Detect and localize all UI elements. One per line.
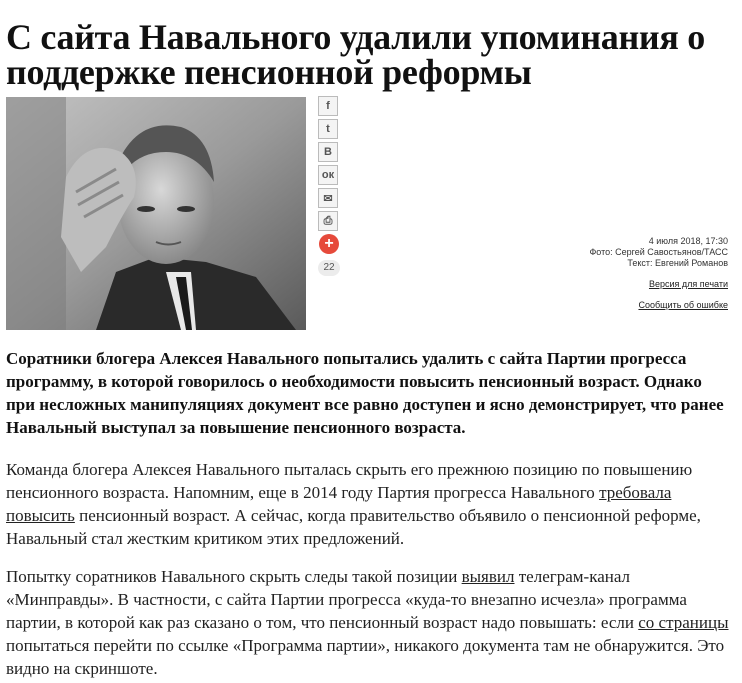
facebook-icon: f: [326, 100, 330, 112]
odnoklassniki-icon: ок: [321, 169, 335, 181]
inline-link[interactable]: выявил: [461, 567, 515, 586]
print-icon: ⎙: [323, 214, 333, 227]
share-count: 22: [318, 260, 340, 276]
report-error-link[interactable]: Сообщить об ошибке: [638, 300, 728, 310]
article-date: 4 июля 2018, 17:30: [648, 236, 728, 246]
print-version-link[interactable]: Версия для печати: [648, 279, 728, 289]
article-meta: [508, 236, 728, 311]
paragraph-text: Попытку соратников Навального скрыть следы такой позиции: [6, 567, 462, 586]
plus-icon: +: [324, 235, 334, 252]
article-paragraph-1: [6, 458, 734, 550]
photo-credit: Фото: Сергей Савостьянов/ТАСС: [589, 247, 728, 257]
article-paragraph-2: [6, 565, 734, 680]
photo-image: [6, 97, 306, 330]
paragraph-text: попытаться перейти по ссылке «Программа партии», никакого документа там не обнаружится. Это видно на скриншоте.: [6, 636, 725, 678]
inline-link[interactable]: со страницы: [638, 613, 729, 632]
share-panel: [318, 96, 340, 276]
paragraph-text: телеграм-канал «Минправды». В частности, с сайта Партии прогресса «куда-то внезапно исчезла» программа партии, в которой как раз сказано о том, что пенсионный возраст надо повышать: если: [6, 567, 687, 632]
article-photo: [6, 97, 306, 330]
facebook-share-button[interactable]: [318, 96, 338, 116]
paragraph-text: Команда блогера Алексея Навального пыталась скрыть его прежнюю позицию по повышению пенсионного возраста. Напомним, еще в 2014 году Партия прогресса Навального: [6, 460, 693, 502]
article-lead: Соратники блогера Алексея Навального попытались удалить с сайта Партии прогресса программу, в которой говорилось о необходимости повысить пенсионный возраст. Однако при несложных манипуляциях документ все равно доступен и ясно демонстрирует, что ранее Навальный выступал за повышение пенсионного возраста.: [6, 349, 724, 437]
article-author: Текст: Евгений Романов: [627, 258, 728, 268]
paragraph-text: пенсионный возраст. А сейчас, когда правительство объявило о пенсионной реформе, Навальный стал жестким критиком этих предложений.: [6, 506, 701, 548]
vk-share-button[interactable]: [318, 142, 338, 162]
mail-icon: ✉: [323, 192, 333, 205]
more-share-button[interactable]: [319, 234, 339, 254]
vk-icon: В: [324, 146, 332, 158]
email-share-button[interactable]: [318, 188, 338, 208]
inline-link[interactable]: требовала повысить: [6, 483, 672, 525]
twitter-share-button[interactable]: [318, 119, 338, 139]
print-button[interactable]: [318, 211, 338, 231]
article-title: С сайта Навального удалили упоминания о поддержке пенсионной реформы: [6, 17, 705, 92]
ok-share-button[interactable]: [318, 165, 338, 185]
twitter-icon: t: [326, 123, 330, 135]
